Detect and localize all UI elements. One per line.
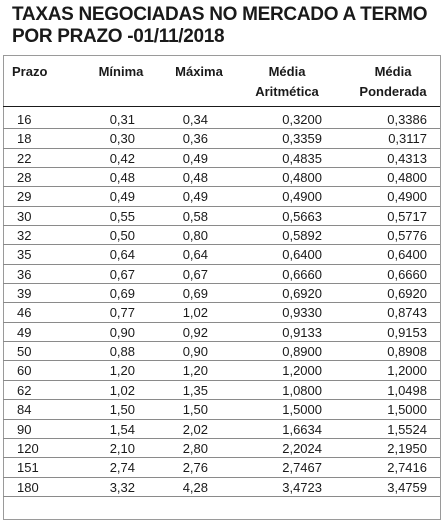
cell-prazo: 36	[17, 266, 32, 282]
table-row	[3, 265, 440, 284]
cell-maxima: 1,35	[182, 382, 208, 398]
cell-prazo: 32	[17, 228, 32, 244]
cell-media-aritmetica: 0,4800	[282, 170, 322, 186]
cell-prazo: 46	[17, 305, 32, 321]
cell-minima: 0,31	[109, 112, 135, 127]
cell-media-aritmetica: 0,3359	[282, 131, 322, 147]
table-row	[3, 168, 440, 187]
cell-maxima: 0,69	[182, 286, 208, 302]
cell-media-aritmetica: 1,5000	[282, 402, 322, 418]
cell-media-ponderada: 0,4800	[387, 170, 427, 186]
cell-maxima: 0,49	[182, 189, 208, 205]
cell-media-ponderada: 0,6400	[387, 247, 427, 263]
header-media-aritmetica-2: Aritmética	[255, 84, 319, 99]
header-minima: Mínima	[98, 64, 144, 79]
cell-minima: 0,49	[109, 189, 135, 205]
cell-minima: 0,50	[109, 228, 135, 244]
cell-prazo: 120	[17, 440, 39, 456]
cell-maxima: 0,48	[182, 170, 208, 186]
cell-maxima: 2,02	[182, 421, 208, 437]
title-line-2: POR PRAZO -01/11/2018	[12, 26, 225, 47]
cell-media-ponderada: 0,4313	[387, 150, 427, 166]
table-row	[3, 284, 440, 303]
cell-maxima: 0,58	[182, 208, 208, 224]
cell-media-aritmetica: 0,6920	[282, 286, 322, 302]
header-divider	[3, 106, 440, 107]
table-row	[3, 187, 440, 206]
cell-minima: 0,69	[109, 286, 135, 302]
table-row	[3, 400, 440, 419]
cell-media-aritmetica: 3,4723	[282, 479, 322, 495]
cell-prazo: 18	[17, 131, 32, 147]
table-row	[3, 129, 440, 148]
cell-prazo: 90	[17, 421, 32, 437]
cell-media-aritmetica: 2,7467	[282, 460, 322, 476]
cell-prazo: 84	[17, 402, 32, 418]
cell-minima: 0,90	[109, 324, 135, 340]
cell-media-ponderada: 0,5717	[387, 208, 427, 224]
cell-prazo: 39	[17, 286, 32, 302]
cell-minima: 0,77	[109, 305, 135, 321]
cell-prazo: 180	[17, 479, 39, 495]
table-row	[3, 478, 440, 497]
cell-minima: 0,55	[109, 208, 135, 224]
cell-media-aritmetica: 0,3200	[282, 112, 322, 127]
cell-media-ponderada: 1,2000	[387, 363, 427, 379]
cell-media-aritmetica: 0,8900	[282, 344, 322, 360]
table-row	[3, 439, 440, 458]
table-row	[3, 323, 440, 342]
cell-prazo: 22	[17, 150, 32, 166]
cell-prazo: 151	[17, 460, 39, 476]
cell-prazo: 30	[17, 208, 32, 224]
cell-prazo: 60	[17, 363, 32, 379]
cell-maxima: 0,36	[182, 131, 208, 147]
cell-minima: 3,32	[109, 479, 135, 495]
cell-maxima: 0,64	[182, 247, 208, 263]
table-row	[3, 110, 440, 129]
cell-media-aritmetica: 1,6634	[282, 421, 322, 437]
cell-minima: 0,30	[109, 131, 135, 147]
cell-media-aritmetica: 0,6400	[282, 247, 322, 263]
cell-media-ponderada: 0,8908	[387, 344, 427, 360]
table-row	[3, 303, 440, 322]
cell-media-aritmetica: 0,4900	[282, 189, 322, 205]
cell-maxima: 0,80	[182, 228, 208, 244]
cell-maxima: 2,76	[182, 460, 208, 476]
cell-media-ponderada: 3,4759	[387, 479, 427, 495]
cell-prazo: 50	[17, 344, 32, 360]
cell-maxima: 0,67	[182, 266, 208, 282]
cell-maxima: 1,02	[182, 305, 208, 321]
cell-media-aritmetica: 0,9133	[282, 324, 322, 340]
cell-maxima: 1,20	[182, 363, 208, 379]
cell-maxima: 0,90	[182, 344, 208, 360]
table-row	[3, 226, 440, 245]
cell-media-ponderada: 0,6920	[387, 286, 427, 302]
cell-media-ponderada: 1,5524	[387, 421, 427, 437]
table-row	[3, 149, 440, 168]
cell-maxima: 2,80	[182, 440, 208, 456]
header-media-ponderada-2: Ponderada	[359, 84, 427, 99]
table-row	[3, 245, 440, 264]
cell-media-aritmetica: 2,2024	[282, 440, 322, 456]
cell-minima: 2,10	[109, 440, 135, 456]
table-row	[3, 207, 440, 226]
table-row	[3, 420, 440, 439]
header-media-ponderada-1: Média	[374, 64, 412, 79]
cell-maxima: 0,34	[182, 112, 208, 127]
cell-minima: 1,20	[109, 363, 135, 379]
table-row	[3, 361, 440, 380]
cell-media-ponderada: 0,3117	[388, 131, 427, 147]
cell-minima: 0,88	[109, 344, 135, 360]
cell-maxima: 0,49	[182, 150, 208, 166]
cell-media-ponderada: 0,6660	[387, 266, 427, 282]
cell-media-aritmetica: 1,0800	[282, 382, 322, 398]
cell-maxima: 1,50	[182, 402, 208, 418]
cell-media-ponderada: 2,1950	[387, 440, 427, 456]
cell-media-ponderada: 0,4900	[387, 189, 427, 205]
cell-media-aritmetica: 0,9330	[282, 305, 322, 321]
cell-maxima: 0,92	[182, 324, 208, 340]
table-row	[3, 381, 440, 400]
cell-prazo: 49	[17, 324, 32, 340]
cell-media-ponderada: 0,9153	[387, 324, 427, 340]
header-prazo: Prazo	[12, 64, 48, 79]
cell-media-aritmetica: 0,5892	[282, 228, 322, 244]
cell-prazo: 29	[17, 189, 32, 205]
cell-minima: 0,64	[109, 247, 135, 263]
cell-minima: 1,02	[109, 382, 135, 398]
cell-media-aritmetica: 0,5663	[282, 208, 322, 224]
header-maxima: Máxima	[175, 64, 223, 79]
cell-media-ponderada: 1,0498	[387, 382, 427, 398]
table-row	[3, 342, 440, 361]
cell-minima: 0,67	[109, 266, 135, 282]
table-row	[3, 458, 440, 477]
cell-media-aritmetica: 0,4835	[282, 150, 322, 166]
cell-media-ponderada: 0,8743	[387, 305, 427, 321]
cell-media-ponderada: 0,5776	[387, 228, 427, 244]
cell-minima: 1,50	[109, 402, 135, 418]
table-header	[3, 56, 440, 106]
cell-media-ponderada: 0,3386	[387, 112, 427, 127]
cell-media-aritmetica: 1,2000	[282, 363, 322, 379]
cell-minima: 2,74	[109, 460, 135, 476]
cell-prazo: 62	[17, 382, 32, 398]
cell-prazo: 35	[17, 247, 32, 263]
cell-media-ponderada: 1,5000	[387, 402, 427, 418]
page-title	[12, 4, 432, 48]
cell-media-aritmetica: 0,6660	[282, 266, 322, 282]
cell-minima: 0,48	[109, 170, 135, 186]
cell-prazo: 28	[17, 170, 32, 186]
table-body	[3, 110, 440, 497]
cell-minima: 0,42	[109, 150, 135, 166]
cell-minima: 1,54	[109, 421, 135, 437]
cell-media-ponderada: 2,7416	[387, 460, 427, 476]
header-media-aritmetica-1: Média	[268, 64, 306, 79]
cell-maxima: 4,28	[182, 479, 208, 495]
title-line-1: TAXAS NEGOCIADAS NO MERCADO A TERMO	[12, 4, 428, 25]
cell-prazo: 16	[17, 112, 32, 127]
